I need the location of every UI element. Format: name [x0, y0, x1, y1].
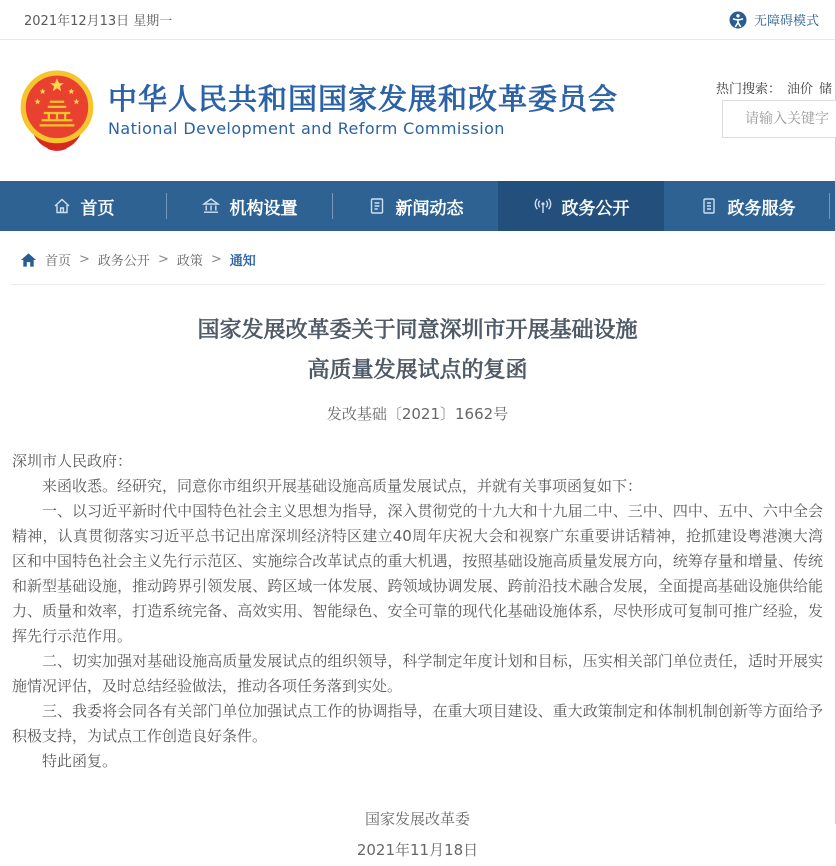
document-paragraph: 特此函复。: [42, 752, 118, 770]
nav-item-label: 政务公开: [561, 198, 630, 219]
breadcrumb-separator: >: [79, 252, 90, 267]
national-emblem-logo: [18, 68, 96, 154]
nav-item-label: 政务服务: [727, 198, 796, 219]
page-content: [0, 231, 835, 866]
breadcrumb-item[interactable]: 政务公开: [97, 254, 150, 269]
signature-date: 2021年11月18日: [356, 841, 479, 859]
hot-search-label: 热门搜索：: [716, 82, 782, 97]
document-paragraph: 一、以习近平新时代中国特色社会主义思想为指导，深入贯彻党的十九大和十九届二中、三中、四中、五中、六中全会精神，认真贯彻落实习近平总书记出席深圳经济特区建立40周年庆祝大会和视察广东重要讲话精神，抢抓建设粤港澳大湾区和中国特色社会主义先行示范区、实施综合改革试点的重大机遇，按照基础设施高质量发展方向，统筹存量和增量、传统和新型基础设施，推动跨界引领发展、跨区域一体发展、跨领域协调发展、跨前沿技术融合发展，全面提高基础设施供给能力、质量和效率，打造系统完备、高效实用、智能绿色、安全可靠的现代化基础设施体系，尽快形成可复制可推广经验，发挥先行示范作用。: [12, 502, 823, 645]
document-body: [10, 449, 825, 774]
document-title-line2: 高质量发展试点的复函: [307, 358, 528, 383]
document-title: [10, 311, 825, 391]
nav-item-service[interactable]: [664, 181, 830, 231]
search-input[interactable]: [723, 101, 836, 137]
accessibility-icon: [729, 11, 747, 29]
site-title-chinese: 中华人民共和国国家发展和改革委员会: [108, 81, 619, 116]
hot-search-keyword-oil-price[interactable]: 油价: [787, 82, 814, 97]
document-paragraph: 深圳市人民政府：: [12, 452, 133, 470]
document-paragraph: 来函收悉。经研究，同意你市组织开展基础设施高质量发展试点，并就有关事项函复如下：: [42, 477, 643, 495]
document-number: 发改基础〔2021〕1662号: [326, 405, 509, 423]
site-header: [0, 40, 835, 181]
nav-item-label: 首页: [80, 198, 115, 219]
nav-item-label: 新闻动态: [395, 198, 464, 219]
accessibility-mode-button[interactable]: [729, 10, 819, 29]
home-icon: [20, 252, 37, 268]
accessibility-mode-label: 无障碍模式: [753, 14, 819, 29]
breadcrumb: [10, 231, 825, 285]
news-icon: [367, 196, 387, 216]
hot-search-keyword-partial[interactable]: 储: [819, 82, 833, 97]
breadcrumb-item[interactable]: 通知: [229, 254, 256, 269]
breadcrumb-item[interactable]: 政策: [176, 254, 203, 269]
site-brand: [108, 81, 618, 141]
breadcrumb-item[interactable]: 首页: [45, 254, 72, 269]
hot-search: [716, 78, 832, 97]
document-paragraph: 三、我委将会同各有关部门单位加强试点工作的协调指导，在重大项目建设、重大政策制定和体制机制创新等方面给予积极支持，为试点工作创造良好条件。: [12, 702, 823, 745]
site-title-english: National Development and Reform Commission: [108, 118, 505, 138]
breadcrumb-separator: >: [157, 252, 169, 267]
broadcast-icon: [533, 196, 553, 216]
nav-item-institution[interactable]: [166, 181, 332, 231]
nav-item-broadcast[interactable]: [498, 181, 664, 231]
top-bar: [0, 0, 835, 40]
signature-block: [10, 804, 825, 866]
institution-icon: [201, 196, 221, 216]
main-navigation: [0, 181, 835, 231]
service-icon: [699, 196, 719, 216]
signature-agency: 国家发展改革委: [364, 810, 470, 828]
document-paragraph: 二、切实加强对基础设施高质量发展试点的组织领导，科学制定年度计划和目标，压实相关部门单位责任，适时开展实施情况评估，及时总结经验做法，推动各项任务落到实处。: [12, 652, 823, 695]
current-date: 2021年12月13日 星期一: [24, 14, 173, 29]
nav-item-label: 机构设置: [229, 198, 298, 219]
search-box: [722, 100, 836, 138]
breadcrumb-separator: >: [210, 252, 222, 267]
nav-item-home[interactable]: [0, 181, 166, 231]
document-title-line1: 国家发展改革委关于同意深圳市开展基础设施: [197, 318, 638, 343]
nav-item-news[interactable]: [332, 181, 498, 231]
home-icon: [52, 196, 72, 216]
